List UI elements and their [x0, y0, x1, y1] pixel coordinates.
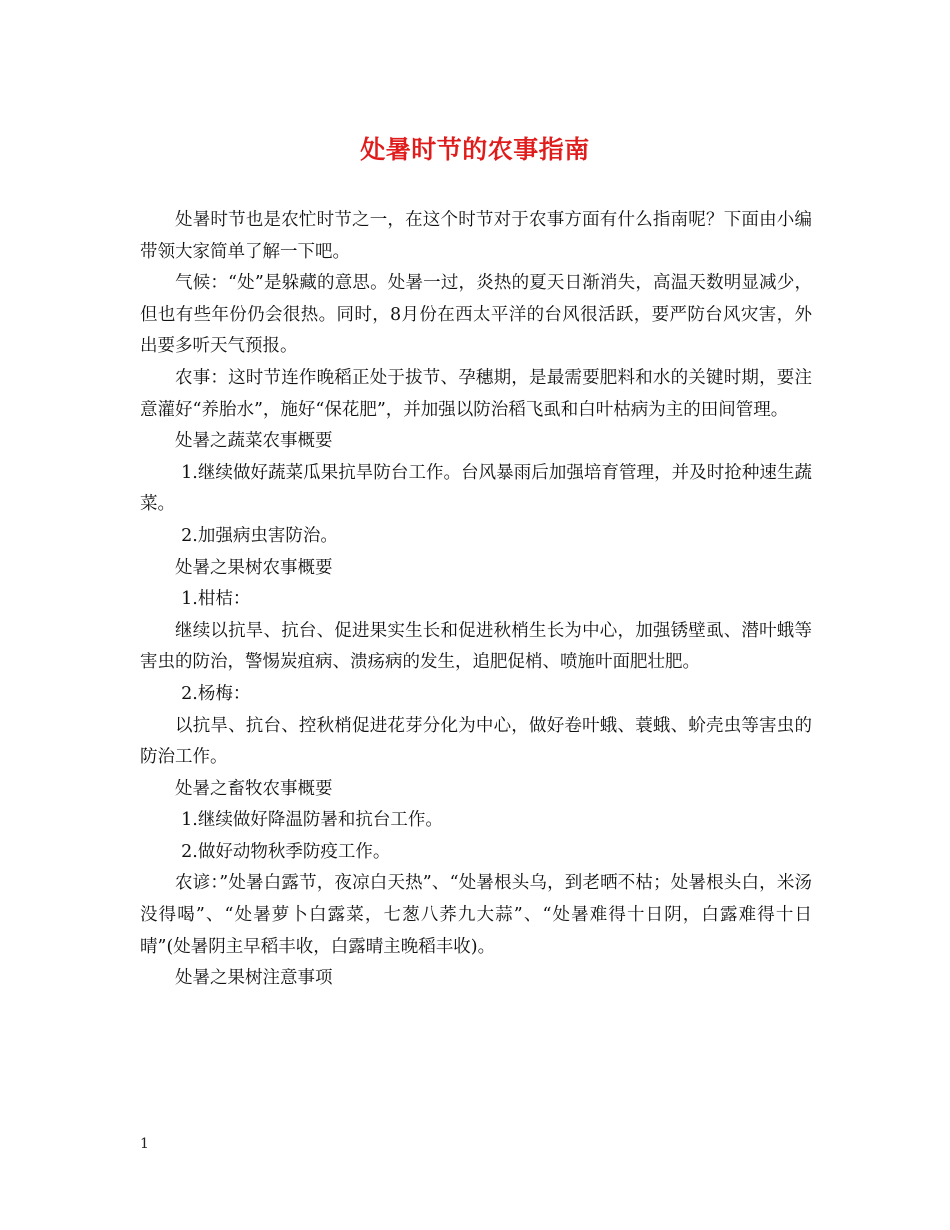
intro-paragraph: 处暑时节也是农忙时节之一，在这个时节对于农事方面有什么指南呢？下面由小编带领大家简单了解一下吧。 — [140, 210, 812, 262]
vegetable-item-1: 1.继续做好蔬菜瓜果抗旱防台工作。台风暴雨后加强培育管理，并及时抢种速生蔬菜。 — [140, 462, 812, 515]
fruit-tree-notes-heading: 处暑之果树注意事项 — [175, 968, 333, 989]
citrus-label: 1.柑桔： — [181, 589, 251, 610]
vegetable-heading: 处暑之蔬菜农事概要 — [175, 431, 333, 452]
page-number: 1 — [140, 1136, 149, 1152]
livestock-item-2: 2.做好动物秋季防疫工作。 — [181, 841, 391, 862]
farming-paragraph: 农事：这时节连作晚稻正处于拔节、孕穗期，是最需要肥料和水的关键时期，要注意灌好“养胎水”，施好“保花肥”，并加强以防治稻飞虱和白叶枯病为主的田间管理。 — [140, 367, 812, 420]
vegetable-item-2: 2.加强病虫害防治。 — [181, 525, 338, 546]
page-title: 处暑时节的农事指南 — [360, 135, 590, 164]
livestock-heading: 处暑之畜牧农事概要 — [175, 778, 333, 799]
bayberry-paragraph: 以抗旱、抗台、控秋梢促进花芽分化为中心，做好卷叶蛾、蓑蛾、蚧壳虫等害虫的防治工作。 — [140, 715, 812, 768]
citrus-paragraph: 继续以抗旱、抗台、促进果实生长和促进秋梢生长为中心，加强锈壁虱、潜叶蛾等害虫的防治，警惕炭疽病、溃疡病的发生，追肥促梢、喷施叶面肥壮肥。 — [140, 620, 812, 673]
bayberry-label: 2.杨梅： — [181, 683, 251, 704]
fruit-tree-heading: 处暑之果树农事概要 — [175, 557, 333, 578]
document-body — [140, 205, 812, 995]
climate-paragraph: 气候：“处”是躲藏的意思。处暑一过，炎热的夏天日渐消失，高温天数明显减少，但也有些年份仍会很热。同时，8月份在西太平洋的台风很活跃，要严防台风灾害，外出要多听天气预报。 — [140, 273, 812, 357]
proverbs-paragraph: 农谚：”处暑白露节，夜凉白天热”、“处暑根头乌，到老晒不枯；处暑根头白，米汤没得喝”、“处暑萝卜白露菜，七葱八荞九大蒜”、“处暑难得十日阴，白露难得十日晴”(处暑阴主早稻丰收，白露晴主晚稻丰收)。 — [140, 873, 812, 957]
livestock-item-1: 1.继续做好降温防暑和抗台工作。 — [181, 810, 443, 831]
